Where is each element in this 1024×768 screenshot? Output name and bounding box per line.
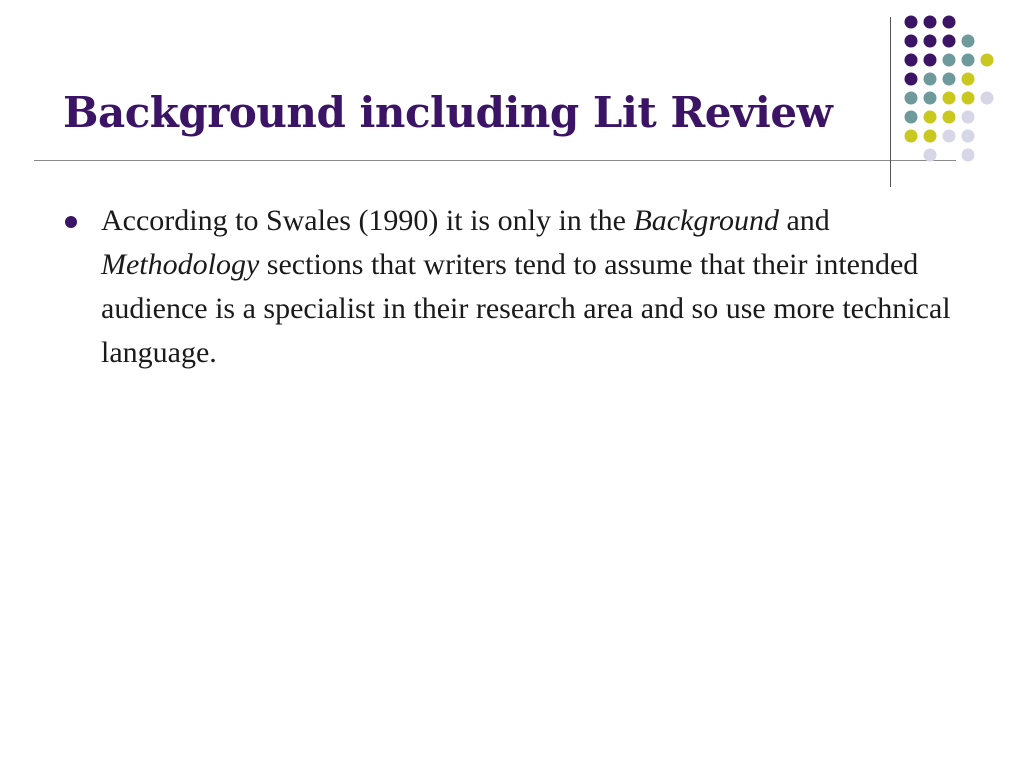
decorative-dot — [962, 35, 975, 48]
decorative-dot — [962, 92, 975, 105]
decorative-dot — [943, 130, 956, 143]
bullet-text-part: and — [778, 204, 830, 237]
decorative-dot — [905, 54, 918, 67]
bullet-icon — [65, 216, 77, 228]
decorative-dot — [943, 16, 956, 29]
decorative-dot — [905, 73, 918, 86]
decorative-dot — [924, 73, 937, 86]
slide-title: Background including Lit Review — [63, 88, 833, 137]
decorative-dot — [943, 92, 956, 105]
decorative-dot — [962, 149, 975, 162]
decorative-dot — [905, 111, 918, 124]
decorative-dot — [962, 73, 975, 86]
bullet-text-part: sections that writers tend to assume that their intended audience is a specialist in their research area and so use more technical language. — [101, 248, 951, 369]
decorative-dot — [924, 92, 937, 105]
vertical-divider — [890, 17, 891, 187]
decorative-dot — [924, 130, 937, 143]
decorative-dot — [924, 111, 937, 124]
decorative-dot — [924, 149, 937, 162]
decorative-dot — [981, 92, 994, 105]
decorative-dot — [924, 16, 937, 29]
decorative-dot — [943, 73, 956, 86]
decorative-dot — [981, 54, 994, 67]
slide-body — [65, 199, 985, 375]
title-divider — [34, 160, 956, 161]
bullet-italic-term: Methodology — [101, 248, 260, 281]
decorative-dot — [905, 92, 918, 105]
decorative-dot — [943, 54, 956, 67]
bullet-italic-term: Background — [633, 204, 779, 237]
bullet-item — [65, 199, 985, 375]
decorative-dot — [962, 111, 975, 124]
decorative-dot — [962, 54, 975, 67]
decorative-dot — [943, 35, 956, 48]
bullet-text-part: According to Swales (1990) it is only in the — [101, 204, 634, 237]
decorative-dot-grid — [900, 10, 1010, 170]
decorative-dot — [905, 35, 918, 48]
decorative-dot — [905, 16, 918, 29]
decorative-dot — [924, 54, 937, 67]
decorative-dot — [924, 35, 937, 48]
decorative-dot — [905, 130, 918, 143]
decorative-dot — [962, 130, 975, 143]
decorative-dot — [943, 111, 956, 124]
